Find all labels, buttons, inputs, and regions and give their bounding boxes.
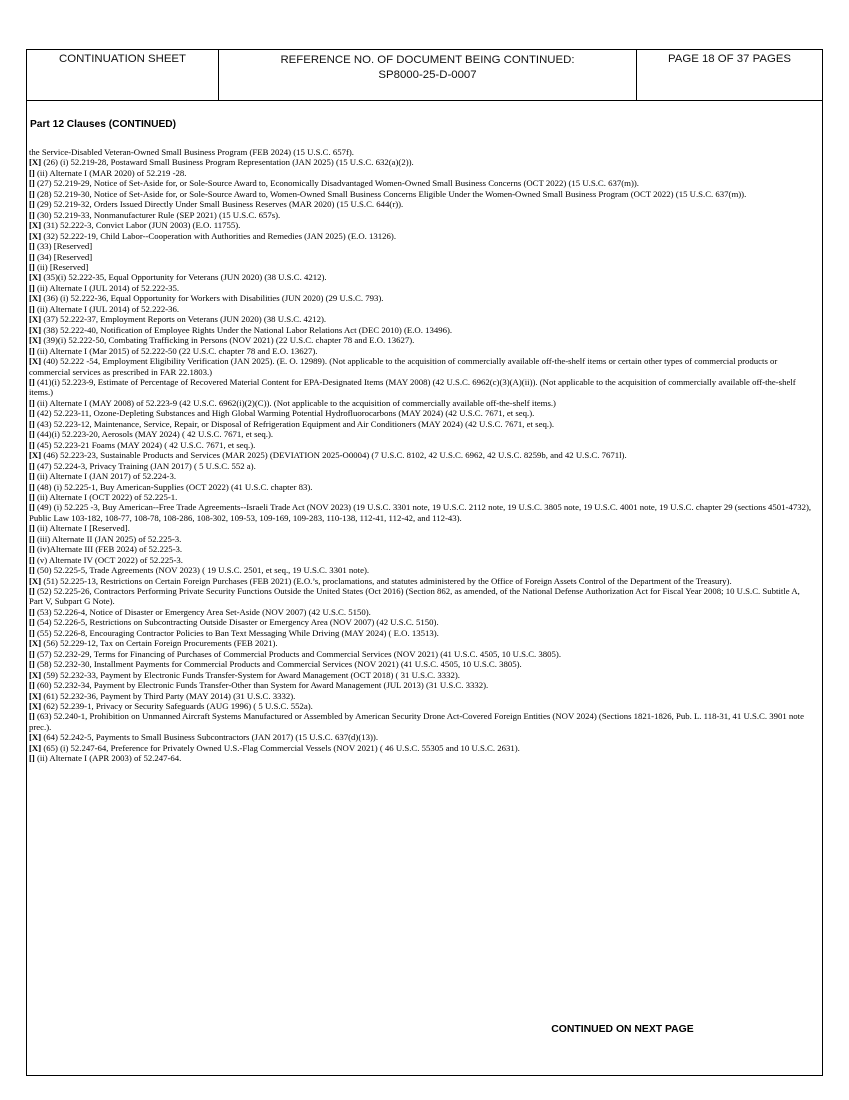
clause-text: (61) 52.232-36, Payment by Third Party (MAY 2014) (31 U.S.C. 3332). (41, 690, 296, 701)
unchecked-marker: [] (29, 241, 35, 252)
clause-text: (ii) Alternate I (APR 2003) of 52.247-64. (34, 753, 182, 764)
clause-text: (ii) [Reserved] (34, 261, 89, 272)
checked-marker: [X] (29, 314, 42, 325)
clause-line (29, 492, 816, 502)
clause-line (29, 210, 816, 220)
unchecked-marker: [] (29, 533, 35, 544)
clause-line (29, 680, 816, 690)
clause-line (29, 544, 816, 554)
reference-number-cell (219, 50, 637, 100)
unchecked-marker: [] (29, 544, 35, 555)
clause-text: (49) (i) 52.225 -3, Buy American--Free Trade Agreements--Israeli Trade Act (NOV 2023) (19 U.S.C. 3301 note, 19 U.S.C. 2112 note, 19 U.S.C. 3805 note, 19 U.S.C. 4001 note, 19 U.S.C. chapter 29 (sections 4501-4732), Public Law 103-182, 108-77, 108-78, 108-286, 108-302, 109-53, 109-169, 109-283, 110-138, 112-41, 112-42, and 112-43). (29, 502, 812, 523)
checked-marker: [X] (29, 638, 42, 649)
clause-line (29, 534, 816, 544)
clause-text: (ii) Alternate I (Mar 2015) of 52.222-50 (22 U.S.C. chapter 78 and E.O. 13627). (34, 345, 318, 356)
checked-marker: [X] (29, 220, 42, 231)
clause-text: (36) (i) 52.222-36, Equal Opportunity for Workers with Disabilities (JUN 2020) (29 U.S.C. 793). (41, 293, 384, 304)
unchecked-marker: [] (29, 502, 35, 513)
clause-text: (v) Alternate IV (OCT 2022) of 52.225-3. (34, 554, 183, 565)
clause-line (29, 691, 816, 701)
clause-text: (51) 52.225-13, Restrictions on Certain Foreign Purchases (FEB 2021) (E.O.’s, proclamations, and statutes administered by the Office of Foreign Assets Control of the Department of the Treasury). (41, 575, 732, 586)
clause-text: (56) 52.229-12, Tax on Certain Foreign Procurements (FEB 2021). (41, 638, 278, 649)
clause-text: (50) 52.225-5, Trade Agreements (NOV 2023) ( 19 U.S.C. 2501, et seq., 19 U.S.C. 3301 note). (34, 565, 370, 576)
unchecked-marker: [] (29, 167, 35, 178)
checked-marker: [X] (29, 690, 42, 701)
continuation-sheet (26, 49, 823, 1076)
clause-line (29, 325, 816, 335)
clause-line (29, 638, 816, 648)
clause-line (29, 440, 816, 450)
clause-text: (ii) Alternate I (JUL 2014) of 52.222-36. (34, 303, 180, 314)
clause-line (29, 252, 816, 262)
clause-line (29, 502, 816, 523)
clause-line (29, 450, 816, 460)
unchecked-marker: [] (29, 418, 35, 429)
clause-text: (26) (i) 52.219-28, Postaward Small Business Program Representation (JAN 2025) (15 U.S.C. 632(a)(2)). (41, 157, 414, 168)
unchecked-marker: [] (29, 429, 35, 440)
unchecked-marker: [] (29, 439, 35, 450)
checked-marker: [X] (29, 230, 42, 241)
clause-text: (ii) Alternate I (MAR 2020) of 52.219 -28. (34, 167, 187, 178)
clause-line (29, 753, 816, 763)
clause-text: (63) 52.240-1, Prohibition on Unmanned Aircraft Systems Manufactured or Assembled by American Security Drone Act-Covered Foreign Entities (NOV 2024) (Sections 1821-1826, Pub. L. 118-31, 41 U.S.C. 3901 note prec.). (29, 711, 804, 732)
clause-line (29, 523, 816, 533)
unchecked-marker: [] (29, 491, 35, 502)
clause-text: (41)(i) 52.223-9, Estimate of Percentage of Recovered Material Content for EPA-Designated Items (MAY 2008) (42 U.S.C. 6962(c)(3)(A)(ii)). (Not applicable to the acquisition of commercially available off-the-shelf items.) (29, 376, 796, 398)
unchecked-marker: [] (29, 303, 35, 314)
clause-list (29, 147, 822, 764)
clause-text: (ii) Alternate I (JUL 2014) of 52.222-35. (34, 282, 180, 293)
clause-text: (43) 52.223-12, Maintenance, Service, Repair, or Disposal of Refrigeration Equipment and Air Conditioners (MAY 2024) (42 U.S.C. 7671, et seq.). (34, 418, 555, 429)
clause-text: (45) 52.223-21 Foams (MAY 2024) ( 42 U.S.C. 7671, et seq.). (34, 439, 256, 450)
clause-line (29, 659, 816, 669)
clause-line (29, 377, 816, 398)
clause-line (29, 628, 816, 638)
unchecked-marker: [] (29, 554, 35, 565)
unchecked-marker: [] (29, 606, 35, 617)
checked-marker: [X] (29, 732, 42, 743)
clause-text: (34) [Reserved] (34, 251, 93, 262)
unchecked-marker: [] (29, 659, 35, 670)
clause-text: (52) 52.225-26, Contractors Performing Private Security Functions Outside the United States (Oct 2016) (Section 862, as amended, of the National Defense Authorization Act for Fiscal Year 2008; 10 U.S.C. Subtitle A, Part V, Subpart G Note). (29, 586, 800, 607)
clause-text: (32) 52.222-19, Child Labor--Cooperation with Authorities and Remedies (JAN 2025) (E.O. 13126). (41, 230, 397, 241)
unchecked-marker: [] (29, 282, 35, 293)
clause-text: (iii) Alternate II (JAN 2025) of 52.225-3. (34, 533, 182, 544)
unchecked-marker: [] (29, 565, 35, 576)
checked-marker: [X] (29, 450, 42, 461)
clause-line (29, 241, 816, 251)
clause-text: (39)(i) 52.222-50, Combating Trafficking in Persons (NOV 2021) (22 U.S.C. chapter 78 and E.O. 13627). (41, 335, 415, 346)
clause-text: (44)(i) 52.223-20, Aerosols (MAY 2024) ( 42 U.S.C. 7671, et seq.). (34, 429, 274, 440)
checked-marker: [X] (29, 335, 42, 346)
unchecked-marker: [] (29, 711, 35, 722)
clause-text: (65) (i) 52.247-64, Preference for Privately Owned U.S.-Flag Commercial Vessels (NOV 2021) ( 46 U.S.C. 55305 and 10 U.S.C. 2631). (41, 742, 520, 753)
clause-text: (64) 52.242-5, Payments to Small Business Subcontractors (JAN 2017) (15 U.S.C. 637(d)(13)). (41, 732, 379, 743)
clause-text: (ii) Alternate I (MAY 2008) of 52.223-9 (42 U.S.C. 6962(i)(2)(C)). (Not applicable to the acquisition of commercially available off-the-shelf items.) (34, 397, 556, 408)
unchecked-marker: [] (29, 586, 35, 597)
unchecked-marker: [] (29, 178, 35, 189)
clause-line (29, 732, 816, 742)
clause-line (29, 314, 816, 324)
clause-text: (53) 52.226-4, Notice of Disaster or Emergency Area Set-Aside (NOV 2007) (42 U.S.C. 5150). (34, 606, 371, 617)
clause-line (29, 168, 816, 178)
unchecked-marker: [] (29, 376, 35, 387)
clause-line (29, 220, 816, 230)
clause-line (29, 178, 816, 188)
unchecked-marker: [] (29, 345, 35, 356)
clause-text: (54) 52.226-5, Restrictions on Subcontracting Outside Disaster or Emergency Area (NOV 2007) (42 U.S.C. 5150). (34, 617, 439, 628)
clause-text: (iv)Alternate III (FEB 2024) of 52.225-3. (34, 544, 183, 555)
unchecked-marker: [] (29, 648, 35, 659)
clause-line (29, 293, 816, 303)
clause-line (29, 711, 816, 732)
unchecked-marker: [] (29, 188, 35, 199)
clause-text: (46) 52.223-23, Sustainable Products and Services (MAR 2025) (DEVIATION 2025-O0004) (7 U.S.C. 8102, 42 U.S.C. 6962, 42 U.S.C. 8259b, and 42 U.S.C. 7671l). (41, 450, 627, 461)
checked-marker: [X] (29, 293, 42, 304)
clause-text: (62) 52.239-1, Privacy or Security Safeguards (AUG 1996) ( 5 U.S.C. 552a). (41, 701, 313, 712)
clause-line (29, 335, 816, 345)
unchecked-marker: [] (29, 471, 35, 482)
unchecked-marker: [] (29, 617, 35, 628)
clause-text: (ii) Alternate I [Reserved]. (34, 523, 130, 534)
clause-line (29, 482, 816, 492)
unchecked-marker: [] (29, 397, 35, 408)
reference-number: SP8000-25-D-0007 (378, 69, 477, 81)
clause-line (29, 147, 816, 157)
clause-line (29, 356, 816, 377)
clause-text: (35)(i) 52.222-35, Equal Opportunity for Veterans (JUN 2020) (38 U.S.C. 4212). (41, 272, 327, 283)
page-count: PAGE 18 OF 37 PAGES (667, 53, 792, 65)
clause-line (29, 701, 816, 711)
clause-text: (58) 52.232-30, Installment Payments for Commercial Products and Commercial Services (NOV 2021) (41 U.S.C. 4505, 10 U.S.C. 3805). (34, 659, 522, 670)
clause-line (29, 670, 816, 680)
checked-marker: [X] (29, 669, 42, 680)
clause-line (29, 272, 816, 282)
clause-text: (30) 52.219-33, Nonmanufacturer Rule (SEP 2021) (15 U.S.C. 657s). (34, 209, 281, 220)
continued-footer: CONTINUED ON NEXT PAGE (551, 1024, 694, 1035)
checked-marker: [X] (29, 356, 42, 367)
unchecked-marker: [] (29, 251, 35, 262)
clause-line (29, 586, 816, 607)
clause-line (29, 157, 816, 167)
clause-text: (29) 52.219-32, Orders Issued Directly Under Small Business Reserves (MAR 2020) (15 U.S.C. 644(r)). (34, 199, 404, 210)
clause-text: the Service-Disabled Veteran-Owned Small Business Program (FEB 2024) (15 U.S.C. 657f). (29, 147, 354, 157)
checked-marker: [X] (29, 157, 42, 168)
clause-line (29, 565, 816, 575)
clause-line (29, 231, 816, 241)
clause-line (29, 607, 816, 617)
clause-line (29, 429, 816, 439)
checked-marker: [X] (29, 742, 42, 753)
clause-line (29, 419, 816, 429)
clause-line (29, 461, 816, 471)
unchecked-marker: [] (29, 199, 35, 210)
unchecked-marker: [] (29, 261, 35, 272)
sheet-label: CONTINUATION SHEET (27, 50, 219, 100)
header-row (27, 50, 822, 101)
unchecked-marker: [] (29, 209, 35, 220)
clause-line (29, 346, 816, 356)
clause-line (29, 304, 816, 314)
unchecked-marker: [] (29, 408, 35, 419)
reference-label: REFERENCE NO. OF DOCUMENT BEING CONTINUED: (280, 54, 575, 66)
clause-text: (42) 52.223-11, Ozone-Depleting Substances and High Global Warming Potential Hydrofluorocarbons (MAY 2024) (42 U.S.C. 7671, et seq.). (34, 408, 535, 419)
clause-line (29, 649, 816, 659)
clause-text: (47) 52.224-3, Privacy Training (JAN 2017) ( 5 U.S.C. 552 a). (34, 460, 256, 471)
clause-text: (31) 52.222-3, Convict Labor (JUN 2003) (E.O. 11755). (41, 220, 241, 231)
clause-text: (33) [Reserved] (34, 241, 93, 252)
unchecked-marker: [] (29, 680, 35, 691)
checked-marker: [X] (29, 701, 42, 712)
unchecked-marker: [] (29, 753, 35, 764)
clause-line (29, 555, 816, 565)
clause-text: (55) 52.226-8, Encouraging Contractor Policies to Ban Text Messaging While Driving (MAY 2024) ( E.O. 13513). (34, 627, 439, 638)
clause-text: (60) 52.232-34, Payment by Electronic Funds Transfer-Other than System for Award Management (JUL 2013) (31 U.S.C. 3332). (34, 680, 489, 691)
clause-text: (28) 52.219-30, Notice of Set-Aside for, or Sole-Source Award to, Women-Owned Small Business Concerns Eligible Under the Women-Owned Small Business Program (OCT 2022) (15 U.S.C. 637(m)). (34, 188, 747, 199)
clause-line (29, 398, 816, 408)
clause-text: (57) 52.232-29, Terms for Financing of Purchases of Commercial Products and Commercial Services (NOV 2021) (41 U.S.C. 4505, 10 U.S.C. 3805). (34, 648, 562, 659)
checked-marker: [X] (29, 575, 42, 586)
clause-line (29, 617, 816, 627)
checked-marker: [X] (29, 272, 42, 283)
clause-text: (59) 52.232-33, Payment by Electronic Funds Transfer-System for Award Management (OCT 2018) ( 31 U.S.C. 3332). (41, 669, 460, 680)
unchecked-marker: [] (29, 460, 35, 471)
clause-line (29, 189, 816, 199)
clause-line (29, 471, 816, 481)
clause-text: (38) 52.222-40, Notification of Employee Rights Under the National Labor Relations Act (DEC 2010) (E.O. 13496). (41, 324, 453, 335)
section-title: Part 12 Clauses (CONTINUED) (30, 119, 177, 130)
clause-text: (40) 52.222 -54, Employment Eligibility Verification (JAN 2025). (E. O. 12989). (Not applicable to the acquisition of commercially available off-the-shelf items or certain other types of commercial products or commercial services as prescribed in FAR 22.1803.) (29, 356, 778, 377)
clause-text: (ii) Alternate I (OCT 2022) of 52.225-1. (34, 491, 178, 502)
clause-line (29, 576, 816, 586)
clause-line (29, 408, 816, 418)
unchecked-marker: [] (29, 481, 35, 492)
unchecked-marker: [] (29, 523, 35, 534)
clause-line (29, 262, 816, 272)
clause-line (29, 199, 816, 209)
clause-line (29, 743, 816, 753)
checked-marker: [X] (29, 324, 42, 335)
clause-text: (37) 52.222-37, Employment Reports on Veterans (JUN 2020) (38 U.S.C. 4212). (41, 314, 327, 325)
clause-line (29, 283, 816, 293)
unchecked-marker: [] (29, 627, 35, 638)
clause-text: (48) (i) 52.225-1, Buy American-Supplies (OCT 2022) (41 U.S.C. chapter 83). (34, 481, 313, 492)
clause-text: (ii) Alternate I (JAN 2017) of 52.224-3. (34, 471, 177, 482)
clause-text: (27) 52.219-29, Notice of Set-Aside for, or Sole-Source Award to, Economically Disadvantaged Women-Owned Small Business Concerns (OCT 2022) (15 U.S.C. 637(m)). (34, 178, 639, 189)
